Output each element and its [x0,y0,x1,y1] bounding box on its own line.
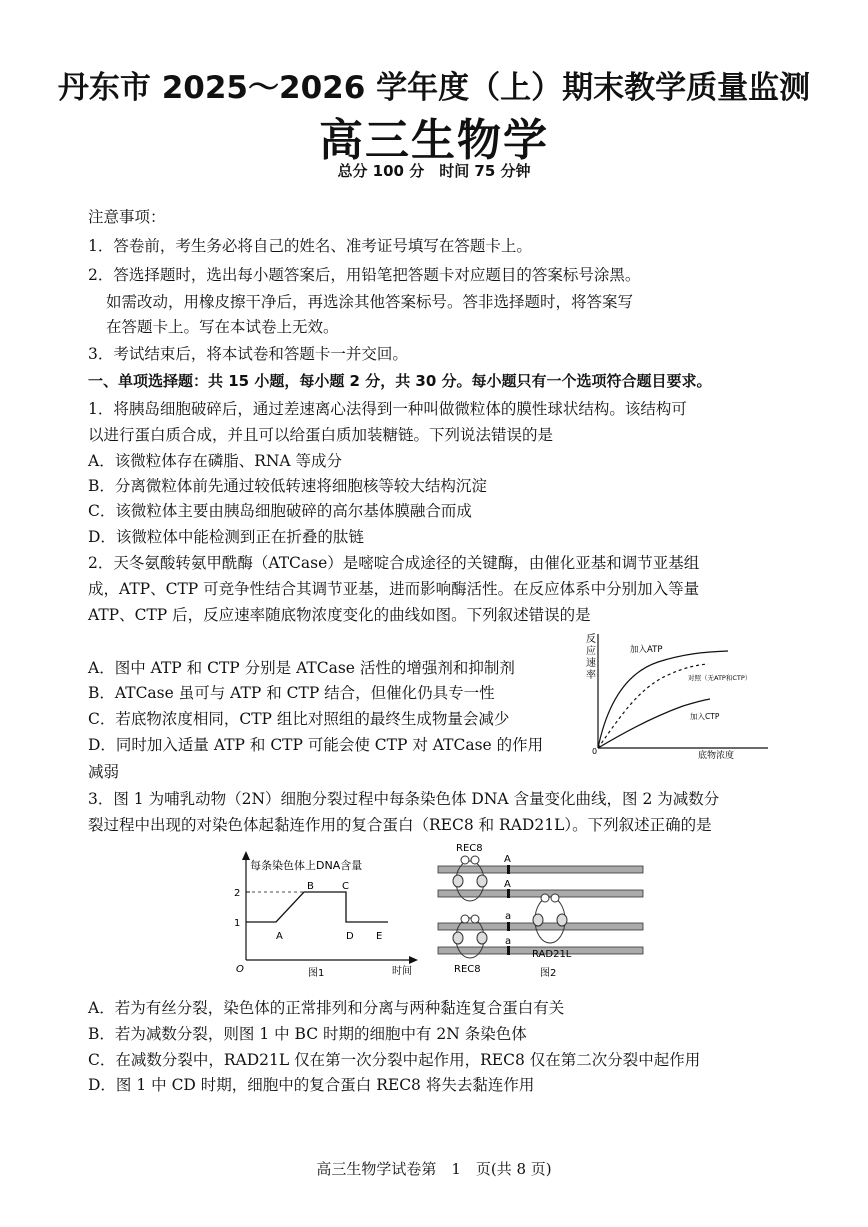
notice-item: 在答题卡上。写在本试卷上无效。 [106,318,339,336]
q3-stem: 裂过程中出现的对染色体起黏连作用的复合蛋白（REC8 和 RAD21L）。下列叙述正确的是 [88,816,712,834]
q2-label-ctp: 加入CTP [690,712,720,721]
q1-option-a: A．该微粒体存在磷脂、RNA 等成分 [88,452,343,470]
q2-option-b: B．ATCase 虽可与 ATP 和 CTP 结合，但催化仍具专一性 [88,684,495,702]
q3-option-a: A．若为有丝分裂，染色体的正常排列和分离与两种黏连复合蛋白有关 [88,999,565,1017]
fig1-point-d: D [346,931,354,942]
page-footer: 高三生物学试卷第 1 页(共 8 页) [316,1160,552,1178]
fig2-allele: a [505,936,512,947]
q3-option-c: C．在减数分裂中，RAD21L 仅在第一次分裂中起作用，REC8 仅在第二次分裂中起作用 [88,1051,701,1069]
q3-figure-1 [228,848,428,983]
q2-ylabel-char: 率 [586,670,596,681]
fig1-ylabel: 每条染色体上DNA含量 [250,859,363,872]
fig2-rad21l-complex [533,894,567,943]
q2-curve-ctp [598,699,710,748]
locus-mark [507,946,510,955]
q2-ylabel-char: 应 [586,646,596,657]
q3-option-d: D．图 1 中 CD 时期，细胞中的复合蛋白 REC8 将失去黏连作用 [88,1076,535,1094]
locus-mark [507,889,510,898]
q2-origin: 0 [592,747,598,756]
fig1-curve [246,892,388,922]
exam-title: 丹东市 2025～2026 学年度（上）期末教学质量监测 [57,70,811,106]
q2-label-atp: 加入ATP [630,645,663,655]
q1-stem: 1．将胰岛细胞破碎后，通过差速离心法得到一种叫做微粒体的膜性球状结构。该结构可 [88,400,687,418]
q2-ylabel-char: 反 [586,634,596,645]
notice-item: 如需改动，用橡皮擦干净后，再选涂其他答案标号。答非选择题时，将答案写 [106,293,634,311]
q2-option-d-cont: 减弱 [88,763,120,781]
subject-title: 高三生物学 [319,115,549,166]
q2-option-d: D．同时加入适量 ATP 和 CTP 可能会使 CTP 对 ATCase 的作用 [88,736,544,754]
fig2-allele: A [504,854,511,865]
fig2-rad21l-label: RAD21L [532,949,572,960]
q1-option-b: B．分离微粒体前先通过较低转速将细胞核等较大结构沉淀 [88,477,487,495]
notice-heading: 注意事项： [88,208,166,226]
fig2-allele: a [505,911,512,922]
q2-figure [578,630,778,760]
q2-ylabel [586,632,596,681]
fig1-point-e: E [376,931,383,942]
fig1-point-a: A [276,931,283,942]
fig2-chromatids [438,865,643,955]
chromatid [438,890,643,897]
q2-label-control: 对照（无ATP和CTP） [688,674,752,682]
fig2-caption: 图2 [540,968,557,979]
q1-option-d: D．该微粒体中能检测到正在折叠的肽链 [88,528,364,546]
notice-item: 1．答卷前，考生务必将自己的姓名、准考证号填写在答题卡上。 [88,237,532,255]
fig1-y2: 2 [234,888,241,899]
q1-option-c: C．该微粒体主要由胰岛细胞破碎的高尔基体膜融合而成 [88,502,472,520]
fig1-caption: 图1 [308,968,325,979]
q2-option-c: C．若底物浓度相同，CTP 组比对照组的最终生成物量会减少 [88,710,510,728]
chromatid [438,866,643,873]
q2-stem: 成，ATP、CTP 可竞争性结合其调节亚基，进而影响酶活性。在反应体系中分别加入等量 [88,580,700,598]
q2-stem: 2．天冬氨酸转氨甲酰酶（ATCase）是嘧啶合成途径的关键酶，由催化亚基和调节亚基组 [88,554,700,572]
q3-option-b: B．若为减数分裂，则图 1 中 BC 时期的细胞中有 2N 条染色体 [88,1025,527,1043]
exam-meta: 总分 100 分 时间 75 分钟 [337,162,531,180]
fig2-allele: A [504,879,511,890]
fig2-rec8-top-label: REC8 [456,843,483,854]
locus-mark [507,865,510,874]
q2-ylabel-char: 速 [586,658,596,669]
q3-figure-2 [430,840,650,985]
notice-item: 2．答选择题时，选出每小题答案后，用铅笔把答题卡对应题目的答案标号涂黑。 [88,266,641,284]
notice-item: 3．考试结束后，将本试卷和答题卡一并交回。 [88,345,408,363]
fig1-x-arrow [409,956,418,964]
fig2-rec8-bottom-label: REC8 [454,964,481,975]
fig1-y1: 1 [234,918,241,929]
q1-stem: 以进行蛋白质合成，并且可以给蛋白质加装糖链。下列说法错误的是 [88,426,554,444]
fig1-point-c: C [342,881,349,892]
section-heading: 一、单项选择题：共 15 小题，每小题 2 分，共 30 分。每小题只有一个选项符合题目要求。 [88,372,712,390]
fig1-origin: O [236,964,244,975]
fig1-point-b: B [307,881,314,892]
fig1-y-arrow [242,851,250,860]
q2-stem: ATP、CTP 后，反应速率随底物浓度变化的曲线如图。下列叙述错误的是 [88,606,591,624]
q2-xlabel: 底物浓度 [698,751,735,760]
q3-stem: 3．图 1 为哺乳动物（2N）细胞分裂过程中每条染色体 DNA 含量变化曲线，图 2 为减数分 [88,790,720,808]
fig1-xlabel: 时间 [392,966,412,977]
q2-option-a: A．图中 ATP 和 CTP 分别是 ATCase 活性的增强剂和抑制剂 [88,659,515,677]
locus-mark [507,922,510,931]
